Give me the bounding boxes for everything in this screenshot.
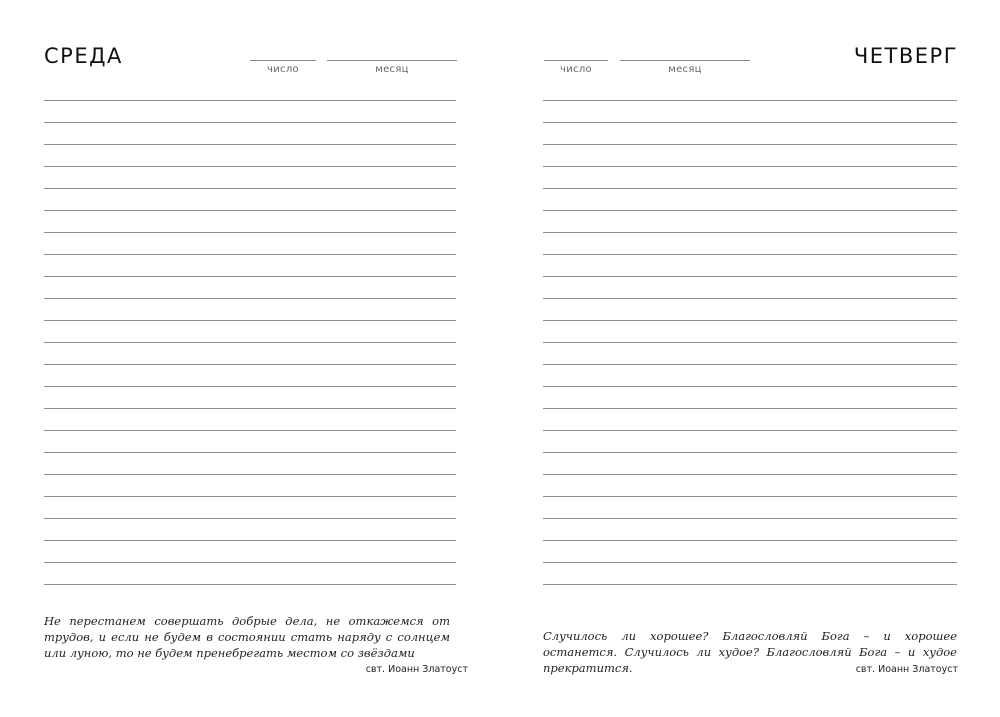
writing-lines[interactable] — [543, 100, 957, 585]
day-title-thursday: ЧЕТВЕРГ — [853, 44, 958, 68]
month-caption: месяц — [375, 64, 409, 75]
writing-line — [44, 145, 456, 167]
writing-lines[interactable] — [44, 100, 456, 585]
writing-line — [44, 321, 456, 343]
writing-line — [44, 409, 456, 431]
writing-line — [44, 497, 456, 519]
writing-line — [44, 233, 456, 255]
writing-line — [543, 453, 957, 475]
writing-line — [44, 167, 456, 189]
writing-line — [543, 431, 957, 453]
writing-line — [543, 497, 957, 519]
quote-author: свт. Иоанн Златоуст — [855, 664, 958, 675]
right-page — [500, 0, 1000, 717]
writing-line — [44, 453, 456, 475]
day-number-field[interactable] — [250, 60, 316, 75]
writing-line — [543, 189, 957, 211]
writing-line — [44, 563, 456, 585]
month-field[interactable] — [327, 60, 457, 75]
writing-line — [44, 343, 456, 365]
day-number-caption: число — [560, 64, 592, 75]
month-caption: месяц — [668, 64, 702, 75]
writing-line — [543, 343, 957, 365]
writing-line — [44, 365, 456, 387]
writing-line — [543, 233, 957, 255]
day-number-caption: число — [267, 64, 299, 75]
writing-line — [44, 387, 456, 409]
writing-line — [543, 409, 957, 431]
writing-line — [543, 123, 957, 145]
writing-line — [44, 541, 456, 563]
writing-line — [543, 211, 957, 233]
writing-line — [44, 475, 456, 497]
day-number-field[interactable] — [544, 60, 608, 75]
writing-line — [543, 101, 957, 123]
quote-text: Случилось ли хорошее? Благословляй Бога – и хорошее останется. Случилось ли худое? Благословляй Бога – и худое прекратится. — [543, 629, 957, 675]
day-title-wednesday: СРЕДА — [44, 44, 123, 68]
writing-line — [543, 255, 957, 277]
writing-line — [44, 299, 456, 321]
writing-line — [44, 255, 456, 277]
writing-line — [543, 145, 957, 167]
writing-line — [543, 519, 957, 541]
writing-line — [44, 519, 456, 541]
writing-line — [44, 101, 456, 123]
writing-line — [543, 475, 957, 497]
writing-line — [44, 211, 456, 233]
writing-line — [44, 277, 456, 299]
writing-line — [543, 365, 957, 387]
quote-author: свт. Иоанн Златоуст — [365, 664, 468, 675]
month-field[interactable] — [620, 60, 750, 75]
quote-text: Не перестанем совершать добрые дела, не откажемся от трудов, и если не будем в состоянии стать наряду с солнцем или луною, то не будем пренебрегать местом со звёздами — [44, 614, 450, 660]
writing-line — [543, 167, 957, 189]
writing-line — [44, 189, 456, 211]
writing-line — [543, 563, 957, 585]
writing-line — [543, 299, 957, 321]
writing-line — [543, 387, 957, 409]
writing-line — [543, 321, 957, 343]
writing-line — [543, 541, 957, 563]
writing-line — [44, 431, 456, 453]
writing-line — [44, 123, 456, 145]
writing-line — [543, 277, 957, 299]
